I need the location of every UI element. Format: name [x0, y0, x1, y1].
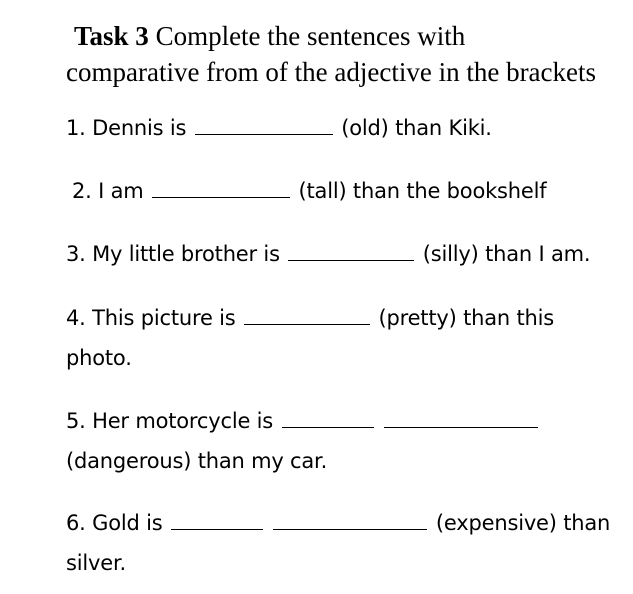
- answer-blank[interactable]: [195, 114, 333, 135]
- sentence-continuation: silver.: [66, 551, 126, 575]
- sentence-3: [66, 234, 590, 274]
- sentence-text-before: Her motorcycle is: [92, 409, 274, 433]
- sentence-text-after: (tall) than the bookshelf: [298, 179, 547, 203]
- sentence-number: 6.: [66, 511, 86, 535]
- answer-blank-2[interactable]: [384, 407, 538, 428]
- sentence-4: [66, 298, 554, 378]
- sentence-text-before: Dennis is: [92, 116, 187, 140]
- sentence-text-after: (pretty) than this: [378, 306, 554, 330]
- sentence-5-line-1: [66, 401, 540, 441]
- answer-blank[interactable]: [288, 240, 414, 261]
- sentence-text-before: My little brother is: [92, 242, 280, 266]
- sentence-text-before: Gold is: [92, 511, 163, 535]
- sentence-text-after: (expensive) than: [435, 511, 611, 535]
- sentence-1: [66, 108, 492, 148]
- sentence-number: 5.: [66, 409, 86, 433]
- sentence-number: 3.: [66, 242, 86, 266]
- sentence-continuation: photo.: [66, 346, 132, 370]
- sentence-text-before: This picture is: [92, 306, 236, 330]
- answer-blank-1[interactable]: [282, 407, 374, 428]
- answer-blank[interactable]: [244, 304, 370, 325]
- sentence-text-after: (old) than Kiki.: [341, 116, 492, 140]
- sentence-6-line-1: [66, 503, 610, 543]
- task-header-line-1: [74, 18, 626, 54]
- sentence-continuation: (dangerous) than my car.: [66, 449, 328, 473]
- answer-blank-2[interactable]: [273, 509, 427, 530]
- sentence-number: 1.: [66, 116, 86, 140]
- sentence-text-before: I am: [98, 179, 144, 203]
- answer-blank[interactable]: [152, 177, 290, 198]
- sentence-number: 2.: [72, 179, 92, 203]
- task-label: Task 3: [74, 21, 149, 51]
- sentence-5: [66, 401, 540, 481]
- sentence-4-line-1: [66, 298, 554, 338]
- sentence-number: 4.: [66, 306, 86, 330]
- sentence-text-after: (silly) than I am.: [422, 242, 591, 266]
- sentence-2: [72, 171, 546, 211]
- answer-blank-1[interactable]: [171, 509, 263, 530]
- sentence-6: [66, 503, 610, 583]
- task-header: [66, 18, 626, 90]
- task-instruction-line-1: Complete the sentences with: [155, 21, 466, 51]
- task-instruction-line-2: comparative from of the adjective in the brackets: [66, 57, 597, 87]
